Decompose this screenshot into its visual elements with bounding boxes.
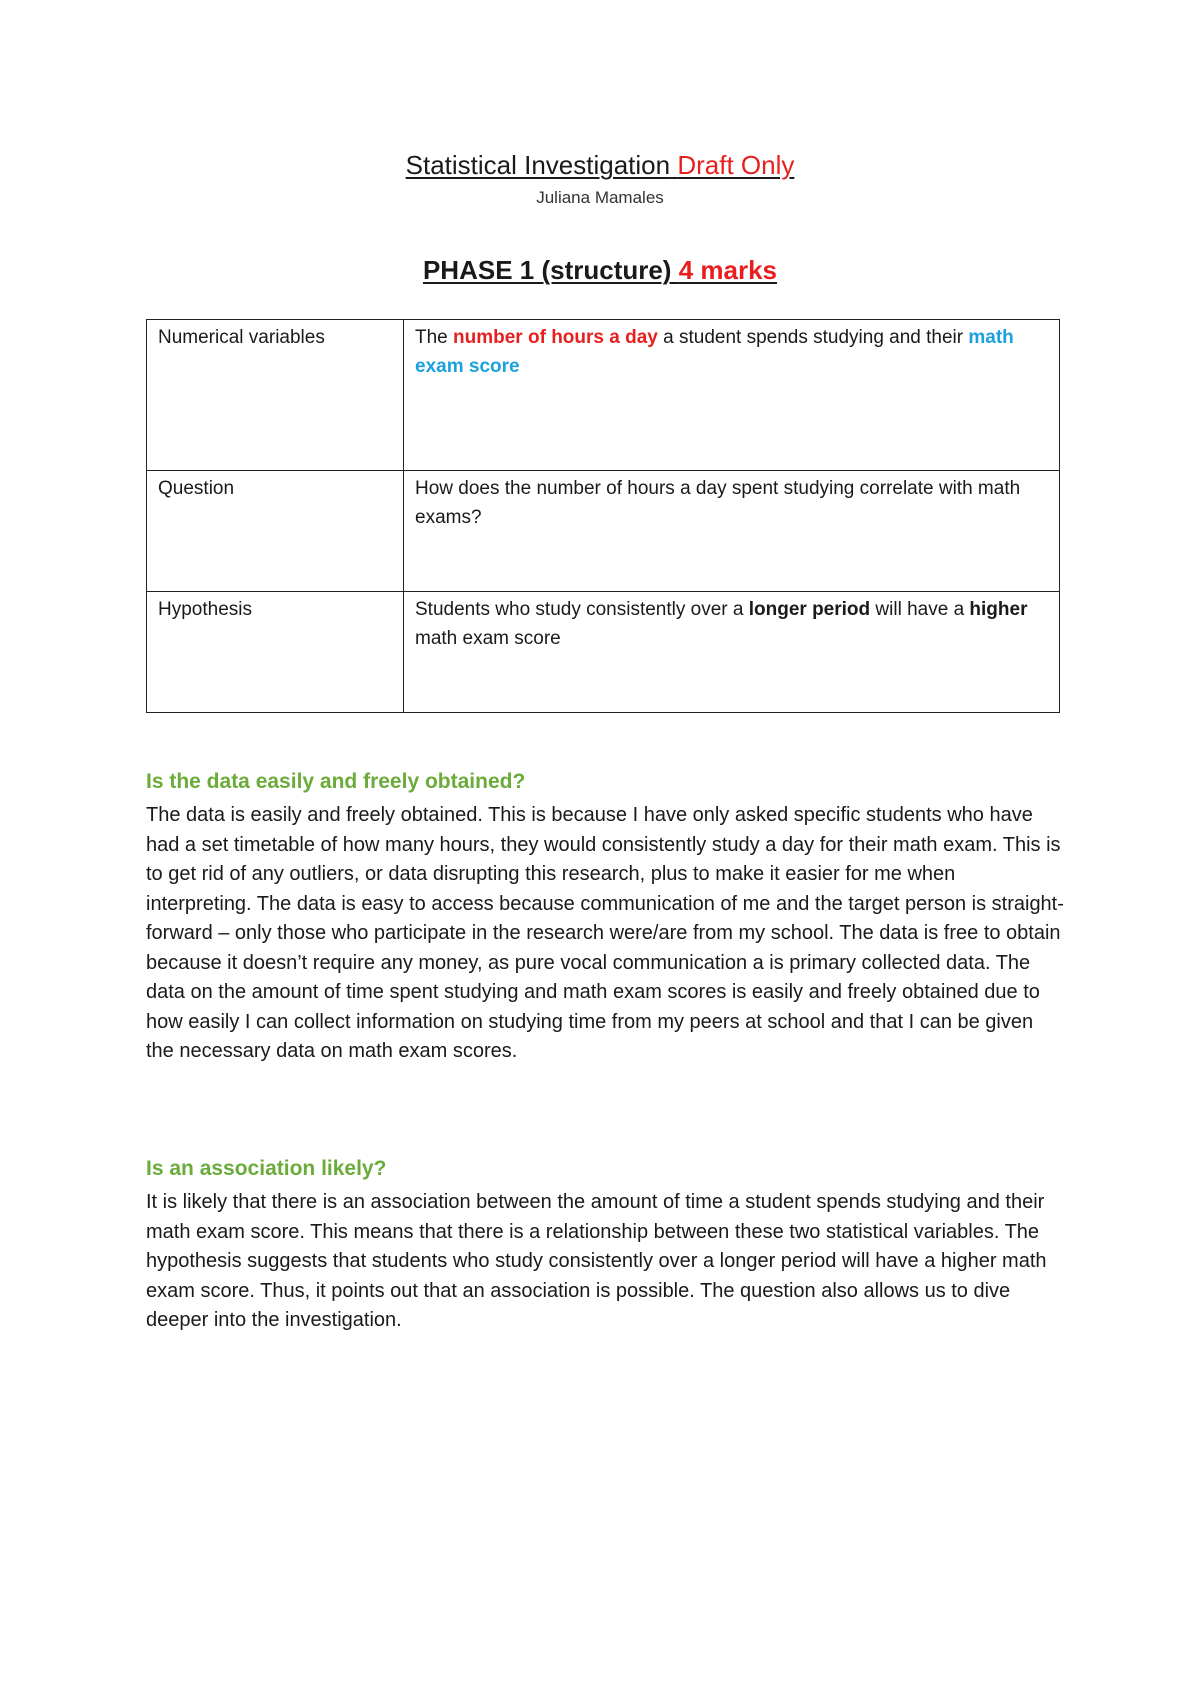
row-value [404,320,1060,471]
table-row [147,471,1060,592]
row-label: Hypothesis [147,592,404,713]
title-draft-flag: Draft Only [677,150,795,180]
value-text: Students who study consistently over a [415,599,749,620]
document-title [0,150,1200,181]
value-text: a student spends studying and their [657,327,969,348]
table-row [147,320,1060,471]
emphasis-longer-period: longer period [748,599,871,620]
phase-heading [0,255,1200,286]
emphasis-higher: higher [969,599,1028,620]
section-body-data-obtained: The data is easily and freely obtained. This is because I have only asked specific students who have had a set timetable of how many hours, they would consistently study a day for their math exam. This is to get rid of any outliers, or data disrupting this research, plus to make it easier for me when interpreting. The data is easy to access because communication of me and the target person is straight-forward – only those who participate in the research were/are from my school. The data is free to obtain because it doesn’t require any money, as pure vocal communication a is primary collected data. The data on the amount of time spent studying and math exam scores is easily and freely obtained due to how easily I can collect information on studying time from my peers at school and that I can be given the necessary data on math exam scores. [146,804,1064,1062]
title-main: Statistical Investigation [405,150,671,180]
row-label: Numerical variables [147,320,404,471]
phase-label: PHASE 1 (structure) [422,255,672,285]
row-value: How does the number of hours a day spent studying correlate with math exams? [404,471,1060,592]
highlight-exam-score: math exam score [415,327,1014,377]
value-text: math exam score [415,628,561,649]
value-text: The [415,327,454,348]
value-text: will have a [870,599,970,620]
row-label: Question [147,471,404,592]
highlight-hours: number of hours a day [453,327,658,348]
section-heading-data-obtained: Is the data easily and freely obtained? [146,770,526,793]
author-name: Juliana Mamales [536,188,664,207]
table-row [147,592,1060,713]
section-body-association: It is likely that there is an association between the amount of time a student spends studying and their math exam score. This means that there is a relationship between these two statistical variables. The hypothesis suggests that students who study consistently over a longer period will have a higher math exam score. Thus, it points out that an association is possible. The question also allows us to dive deeper into the investigation. [146,1191,1047,1331]
section-heading-association: Is an association likely? [146,1157,387,1180]
structure-table [146,319,1060,713]
row-value [404,592,1060,713]
phase-marks: 4 marks [678,255,778,285]
